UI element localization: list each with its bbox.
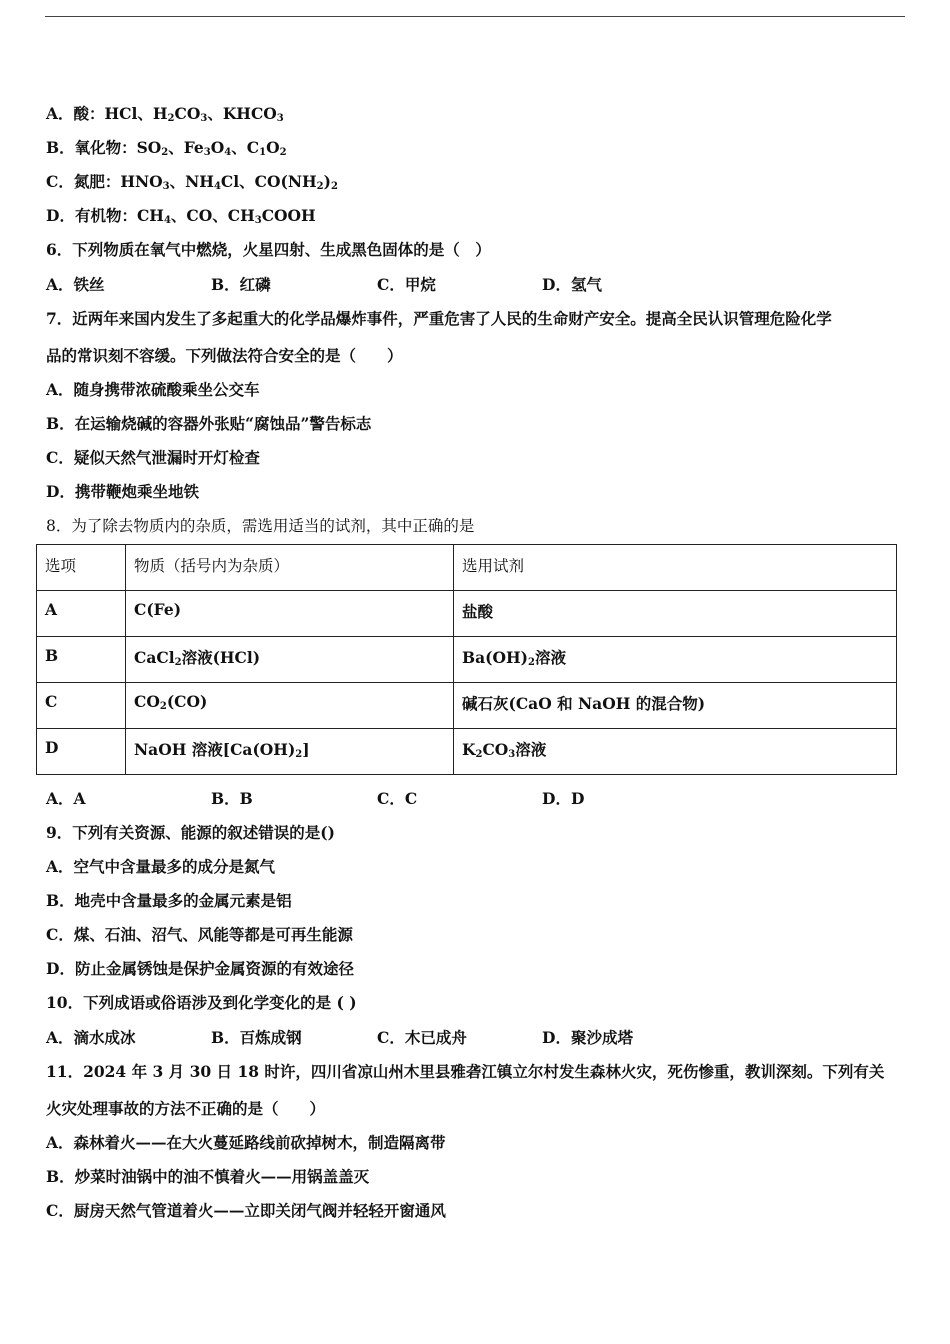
cell-reagent: $Ba(OH)_2$溶液 <box>454 637 897 683</box>
table-row <box>37 683 897 729</box>
q9-stem: 9．下列有关资源、能源的叙述错误的是() <box>46 823 335 842</box>
q11-option-a: A．森林着火——在大火蔓延路线前砍掉树木，制造隔离带 <box>46 1133 446 1152</box>
q11-option-c: C．厨房天然气管道着火——立即关闭气阀并轻轻开窗通风 <box>46 1201 446 1220</box>
q8-option-b: B．B <box>211 789 253 808</box>
cell-substance: C(Fe) <box>126 591 454 637</box>
q6-option-c: C．甲烷 <box>377 275 436 294</box>
q10-option-b: B．百炼成钢 <box>211 1028 302 1047</box>
header-reagent: 选用试剂 <box>454 545 897 591</box>
table-header-row <box>37 545 897 591</box>
q8-option-d: D．D <box>542 789 585 808</box>
q9-option-d: D．防止金属锈蚀是保护金属资源的有效途径 <box>46 959 354 978</box>
q10-option-d: D．聚沙成塔 <box>542 1028 633 1047</box>
q7-stem-line2: 品的常识刻不容缓。下列做法符合安全的是（ ） <box>46 346 403 365</box>
header-option: 选项 <box>37 545 126 591</box>
cell-option: C <box>37 683 126 729</box>
header-substance: 物质（括号内为杂质） <box>126 545 454 591</box>
q6-option-a: A．铁丝 <box>46 275 105 294</box>
q10-stem: 10．下列成语或俗语涉及到化学变化的是 ( ) <box>46 993 357 1012</box>
cell-option: B <box>37 637 126 683</box>
q6-option-b: B．红磷 <box>211 275 271 294</box>
q7-option-a: A．随身携带浓硫酸乘坐公交车 <box>46 380 260 399</box>
cell-option: D <box>37 729 126 775</box>
q7-stem-line1: 7．近两年来国内发生了多起重大的化学品爆炸事件，严重危害了人民的生命财产安全。提高全民认识管理危险化学 <box>46 309 832 328</box>
q11-stem-line2: 火灾处理事故的方法不正确的是（ ） <box>46 1099 326 1118</box>
q9-option-b: B．地壳中含量最多的金属元素是铝 <box>46 891 292 910</box>
reagent-table <box>36 544 897 775</box>
table-row <box>37 729 897 775</box>
q7-option-c: C．疑似天然气泄漏时开灯检查 <box>46 448 260 467</box>
cell-option: A <box>37 591 126 637</box>
cell-substance: $CO_2(CO)$ <box>126 683 454 729</box>
q9-option-a: A．空气中含量最多的成分是氮气 <box>46 857 276 876</box>
q6-option-d: D．氢气 <box>542 275 602 294</box>
q8-option-c: C．C <box>377 789 418 808</box>
q7-option-b: B．在运输烧碱的容器外张贴“腐蚀品”警告标志 <box>46 414 372 433</box>
q11-option-b: B．炒菜时油锅中的油不慎着火——用锅盖盖灭 <box>46 1167 370 1186</box>
cell-substance: CaCl$_2$溶液(HCl) <box>126 637 454 683</box>
q8-stem: 8．为了除去物质内的杂质，需选用适当的试剂，其中正确的是 <box>46 517 475 535</box>
q10-option-c: C．木已成舟 <box>377 1028 467 1047</box>
cell-substance: NaOH 溶液$[Ca(OH)_2]$ <box>126 729 454 775</box>
q8-option-a: A．A <box>46 789 86 808</box>
q11-stem-line1: 11．2024 年 3 月 30 日 18 时许，四川省凉山州木里县雅砻江镇立尔村发生森林火灾，死伤惨重，教训深刻。下列有关 <box>46 1062 885 1081</box>
q9-option-c: C．煤、石油、沼气、风能等都是可再生能源 <box>46 925 353 944</box>
q5-option-a: A．酸：HCl、$H_2CO_3$、$KHCO_3$ <box>46 104 284 124</box>
q6-stem: 6．下列物质在氧气中燃烧，火星四射、生成黑色固体的是（ ） <box>46 240 491 259</box>
header-rule <box>45 16 905 17</box>
q5-option-c: C．氮肥：$HNO_3$、$NH_4Cl$、$CO(NH_2)_2$ <box>46 172 338 192</box>
cell-reagent: $K_2CO_3$溶液 <box>454 729 897 775</box>
table-row <box>37 591 897 637</box>
q5-option-b: B．氧化物：$SO_2$、$Fe_3O_4$、$C_1O_2$ <box>46 138 287 158</box>
q10-option-a: A．滴水成冰 <box>46 1028 136 1047</box>
q7-option-d: D．携带鞭炮乘坐地铁 <box>46 482 199 501</box>
cell-reagent: 碱石灰(CaO 和 NaOH 的混合物) <box>454 683 897 729</box>
cell-reagent: 盐酸 <box>454 591 897 637</box>
q5-option-d: D．有机物：$CH_4$、CO、$CH_3COOH$ <box>46 206 316 226</box>
table-row <box>37 637 897 683</box>
